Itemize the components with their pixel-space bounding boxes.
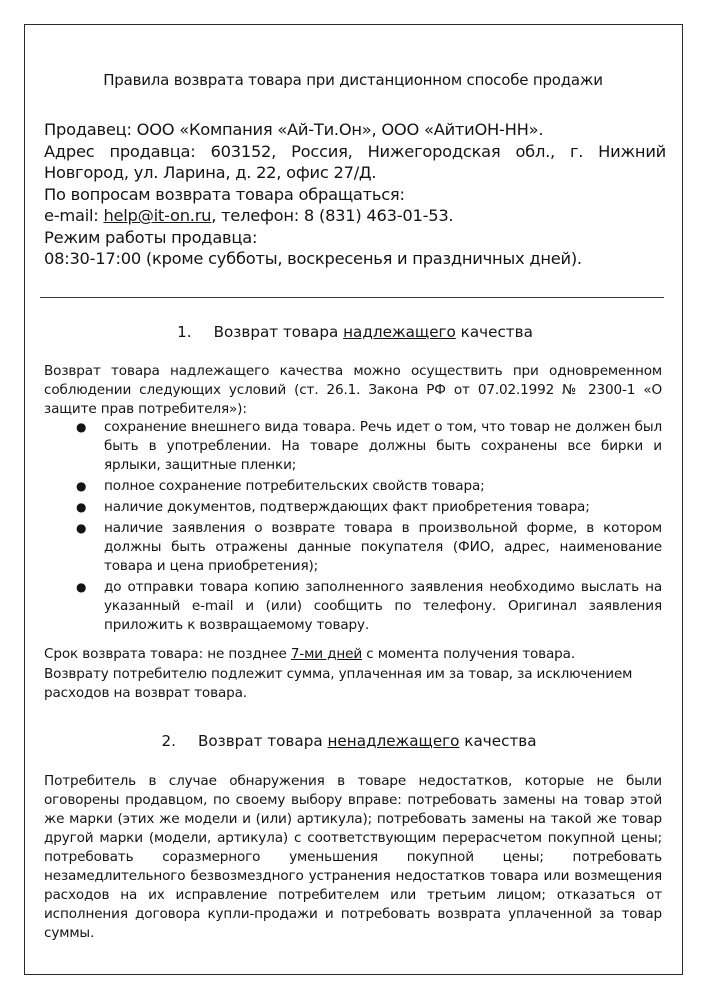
bullet-icon: ● bbox=[76, 580, 87, 594]
term-line bbox=[44, 645, 662, 665]
hours-value: 08:30-17:00 (кроме субботы, воскресенья и праздничных дней). bbox=[44, 249, 582, 268]
section2-heading-underlined: ненадлежащего bbox=[327, 732, 460, 750]
list-item bbox=[44, 477, 662, 496]
section1-heading bbox=[46, 322, 664, 342]
list-item bbox=[44, 418, 662, 475]
section2-heading bbox=[40, 731, 658, 751]
list-item-text: сохранение внешнего вида товара. Речь идет о том, что товар не должен был быть в употреблении. На товаре должны быть сохранены все бирки и ярлыки, защитные пленки; bbox=[104, 419, 662, 473]
section2-heading-pre: Возврат товара bbox=[197, 732, 328, 750]
hours-label: Режим работы продавца: bbox=[44, 227, 258, 247]
section2-number: 2. bbox=[161, 732, 176, 750]
phone-text: , телефон: 8 (831) 463-01-53. bbox=[211, 206, 454, 225]
document-title: Правила возврата товара при дистанционном способе продажи bbox=[103, 71, 603, 89]
term-pre: не позднее bbox=[203, 646, 291, 662]
email-link[interactable]: help@it-on.ru bbox=[103, 206, 212, 225]
list-item bbox=[44, 519, 662, 576]
seller-line: Продавец: ООО «Компания «Ай-Ти.Он», ООО «АйтиОН-НН». bbox=[44, 120, 544, 139]
section1-heading-post: качества bbox=[455, 323, 533, 341]
section2-heading-post: качества bbox=[459, 732, 537, 750]
email-prefix: e-mail: bbox=[44, 206, 104, 225]
seller-address: Адрес продавца: 603152, Россия, Нижегородская обл., г. Нижний Новгород, ул. Ларина, д. 22, офис 27/Д. bbox=[44, 141, 666, 182]
section2-body: Потребитель в случае обнаружения в товаре недостатков, которые не были оговорены продавцом, по своему выбору вправе: потребовать замены на товар этой же марки (этих же модели и (или) артикула); потребовать замены на такой же товар другой марки (модели, артикула) с соответствующим перерасчетом покупной цены; потребовать соразмерного уменьшения покупной цены; потребовать незамедлительного безвозмездного устранения недостатков товара или возмещения расходов на их исправление потребителем или третьим лицом; отказаться от исполнения договора купли-продажи и потребовать возврата уплаченной за товар суммы. bbox=[44, 773, 662, 941]
list-item-text: полное сохранение потребительских свойств товара; bbox=[104, 478, 485, 494]
return-terms bbox=[44, 645, 662, 704]
divider bbox=[40, 297, 664, 298]
conditions-list bbox=[44, 418, 662, 637]
list-item-text: до отправки товара копию заполненного заявления необходимо выслать на указанный e-mail и (или) сообщить по телефону. Оригинал заявления приложить к возвращаемому товару. bbox=[104, 579, 662, 633]
bullet-icon: ● bbox=[76, 500, 87, 514]
contact-intro: По вопросам возврата товара обращаться: bbox=[44, 184, 405, 204]
list-item bbox=[44, 498, 662, 517]
section1-intro: Возврат товара надлежащего качества можно осуществить при одновременном соблюдении следующих условий (ст. 26.1. Закона РФ от 07.02.1992 № 2300-1 «О защите прав потребителя»): bbox=[44, 363, 662, 417]
seller-info bbox=[44, 119, 666, 270]
section1-heading-underlined: надлежащего bbox=[343, 323, 456, 341]
bullet-icon: ● bbox=[76, 479, 87, 493]
term-post: с момента получения товара. bbox=[362, 646, 576, 662]
term-days: 7-ми дней bbox=[290, 646, 363, 662]
list-item-text: наличие документов, подтверждающих факт приобретения товара; bbox=[104, 499, 590, 515]
term-label: Срок возврата товара: bbox=[44, 646, 204, 662]
section1-number: 1. bbox=[177, 323, 192, 341]
contact-line bbox=[44, 205, 666, 227]
refund-text: Возврату потребителю подлежит сумма, уплаченная им за товар, за исключением расходов на возврат товара. bbox=[44, 665, 633, 701]
bullet-icon: ● bbox=[76, 521, 87, 535]
section1-heading-pre: Возврат товара bbox=[213, 323, 344, 341]
list-item-text: наличие заявления о возврате товара в произвольной форме, в котором должны быть отражены данные покупателя (ФИО, адрес, наименование товара и цена приобретения); bbox=[104, 520, 662, 574]
bullet-icon: ● bbox=[76, 420, 87, 434]
list-item bbox=[44, 578, 662, 635]
